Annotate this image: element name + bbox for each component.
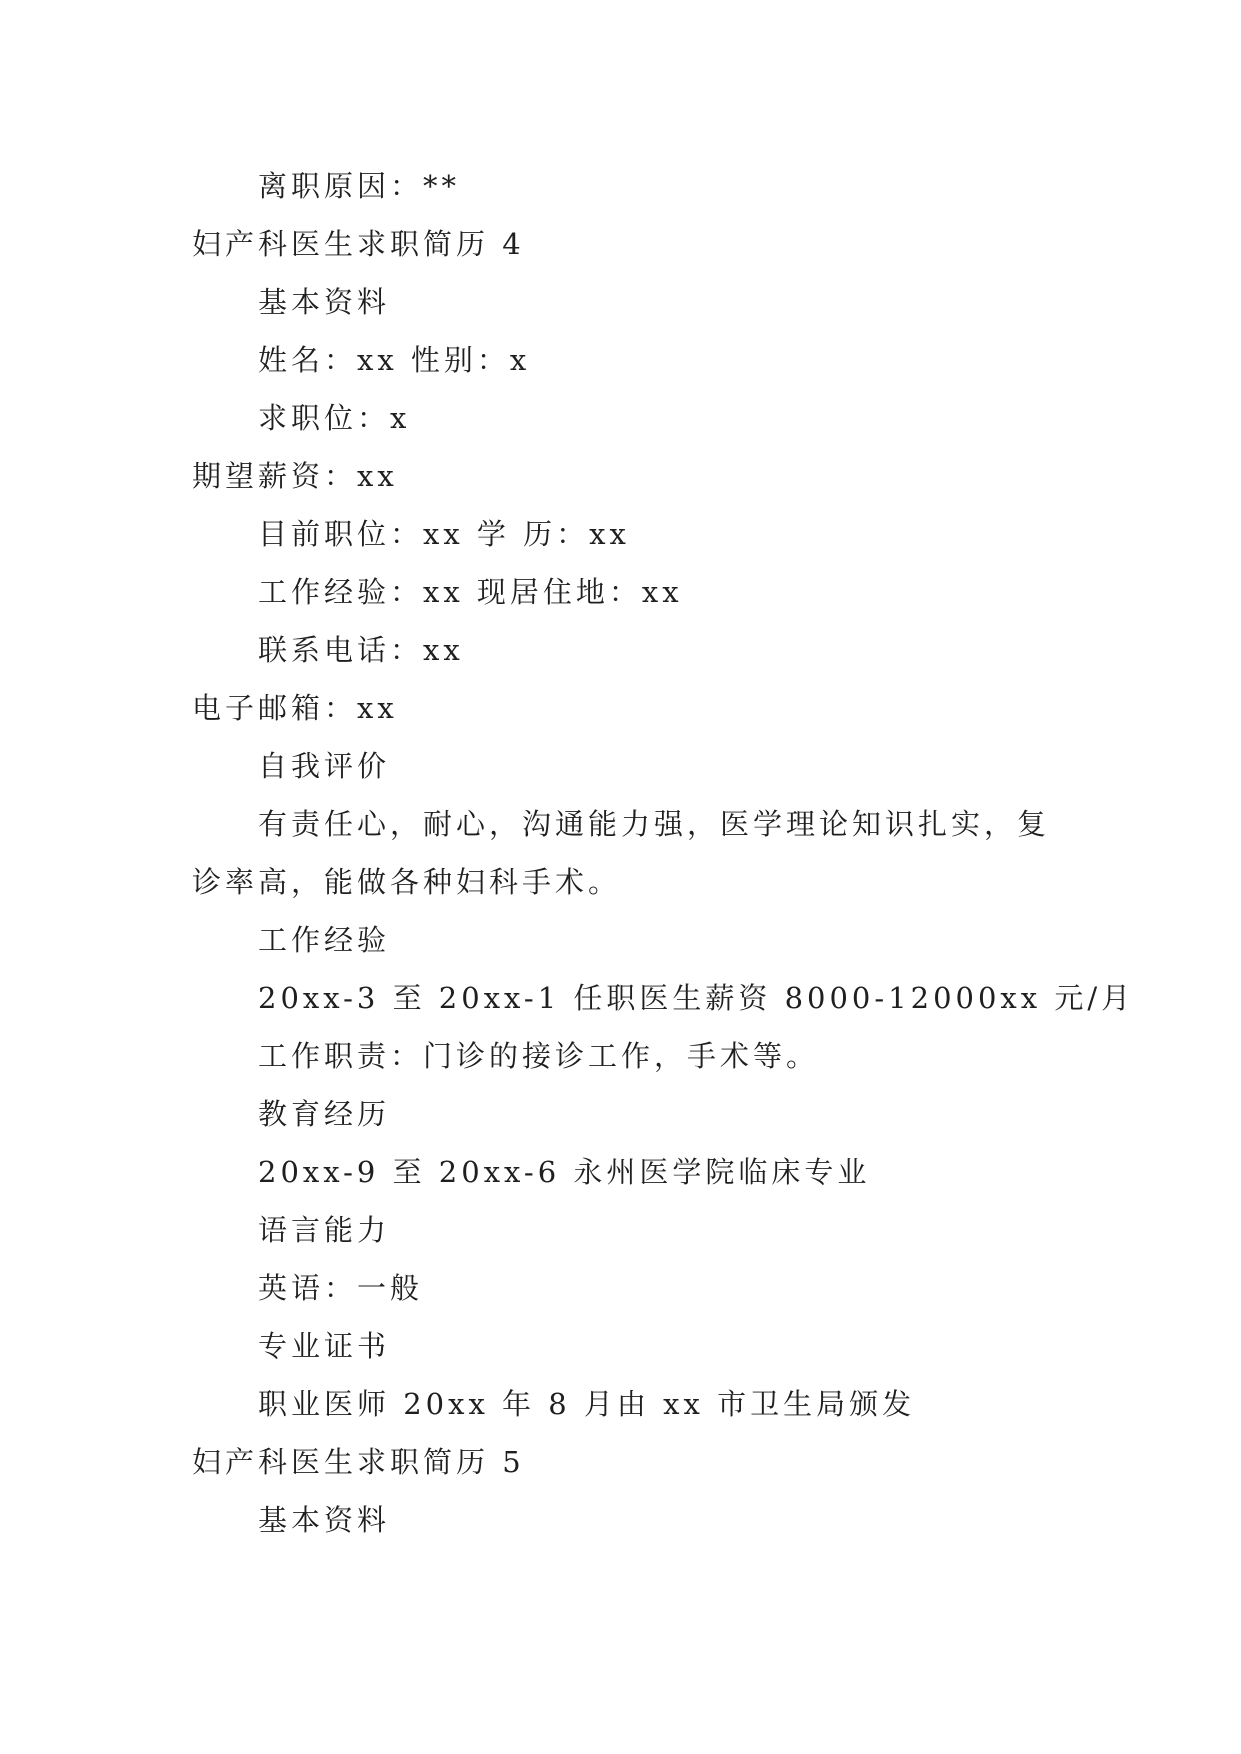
basic-info-heading-2: 基本资料 (258, 1503, 391, 1537)
expected-salary-line: 期望薪资：xx (192, 459, 398, 493)
education-heading: 教育经历 (258, 1097, 391, 1131)
certificates-heading: 专业证书 (258, 1329, 391, 1363)
phone-line: 联系电话：xx (258, 633, 464, 667)
self-evaluation-paragraph-line-1: 有责任心，耐心，沟通能力强，医学理论知识扎实，复 (258, 807, 1051, 841)
work-experience-heading: 工作经验 (258, 923, 391, 957)
document-body (192, 157, 1135, 1549)
education-entry: 20xx-9 至 20xx-6 永州医学院临床专业 (258, 1155, 871, 1189)
english-level-line: 英语：一般 (258, 1271, 424, 1305)
resume-5-title: 妇产科医生求职简历 5 (192, 1445, 525, 1479)
current-position-education-line: 目前职位：xx 学 历：xx (258, 517, 630, 551)
language-heading: 语言能力 (258, 1213, 391, 1247)
certificate-entry: 职业医师 20xx 年 8 月由 xx 市卫生局颁发 (258, 1387, 916, 1421)
work-experience-entry: 20xx-3 至 20xx-1 任职医生薪资 8000-12000xx 元/月 (258, 981, 1135, 1015)
name-gender-line: 姓名：xx 性别：x (258, 343, 531, 377)
self-evaluation-heading: 自我评价 (258, 749, 391, 783)
job-duties-line: 工作职责：门诊的接诊工作，手术等。 (258, 1039, 820, 1073)
resume-4-title: 妇产科医生求职简历 4 (192, 227, 525, 261)
basic-info-heading: 基本资料 (258, 285, 391, 319)
self-evaluation-paragraph-line-2: 诊率高，能做各种妇科手术。 (192, 865, 622, 899)
resignation-reason-line: 离职原因：** (258, 169, 461, 203)
job-wanted-line: 求职位：x (258, 401, 411, 435)
experience-residence-line: 工作经验：xx 现居住地：xx (258, 575, 683, 609)
email-line: 电子邮箱：xx (192, 691, 398, 725)
